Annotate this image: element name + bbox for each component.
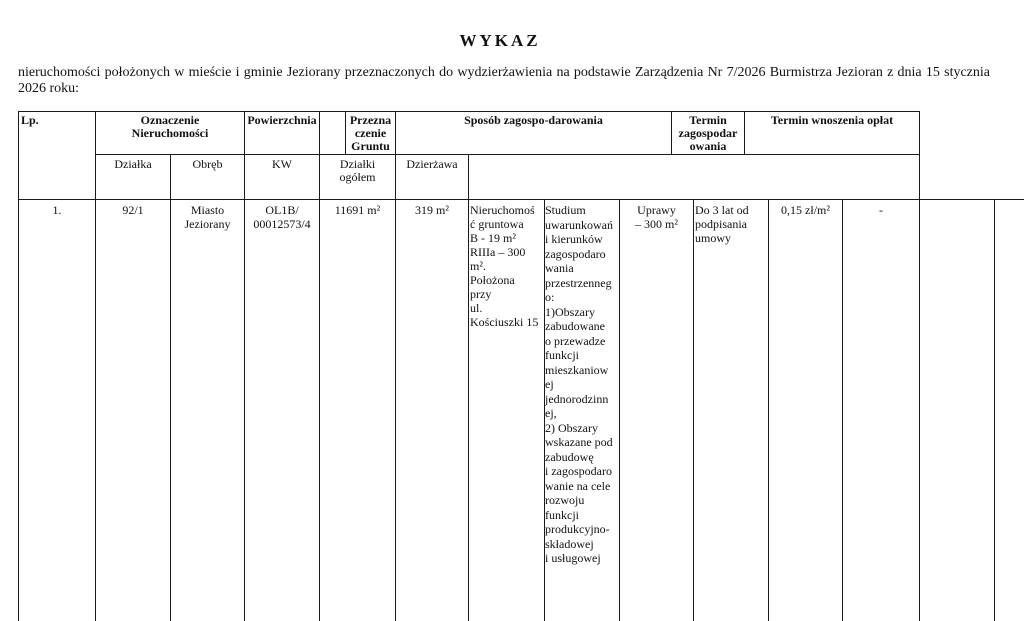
cell-studium: Studium uwarunkowań i kierunków zagospodaro wania przestrzenneg o: 1)Obszary zabudowane o przewadze funkcji mieszkaniow ej jednorodzinn ej, 2) Obszary wskazane pod zabudowę i zagospodaro wanie na cele rozwoju funkcji produkcyjno- składowej i usługowej [545,203,613,565]
header-termin-zagospodarowania: Termin zagospodar owania [678,113,738,153]
cell-dzierzawa: 319 m² [415,203,449,217]
col-divider-studium [619,199,620,621]
col-divider-lp [95,111,96,621]
col-divider-obreb [244,111,245,621]
col-divider-extra [994,199,995,621]
col-divider-uprawy [693,199,694,621]
subheader-kw: KW [272,157,292,171]
header-termin-oplat: Termin wnoszenia opłat [770,113,894,127]
table-border-left [18,111,19,621]
document-title: WYKAZ [459,31,541,50]
subheader-dzierzawa: Dzierżawa [406,157,458,171]
table-header-divider [95,154,920,155]
col-divider-kw [319,111,320,621]
header-powierzchnia: Powierzchnia [247,113,317,127]
cell-uwagi: - [879,203,883,217]
header-lp: Lp. [21,113,39,127]
col-divider-termin-body [768,199,769,621]
document-intro: nieruchomości położonych w mieście i gminie Jeziorany przeznaczonych do wydzierżawienia na podstawie Zarządzenia Nr 7/2026 Burmistrza Jezioran z dnia 15 stycznia 2026 roku: [18,65,990,96]
cell-opis: Nieruchomoś ć gruntowa B - 19 m² RIIIa – 300 m². Położona przy ul. Kościuszki 15 [470,203,539,329]
subheader-dzialka: Działka [114,157,152,171]
subheader-obreb: Obręb [192,157,223,171]
cell-obreb: Miasto Jeziorany [184,203,231,231]
cell-lp: 1. [52,203,62,217]
col-divider-przeznaczenie [395,111,396,621]
header-sposob: Sposób zagospo-darowania [464,113,603,127]
header-oznaczenie: Oznaczenie Nieruchomości [131,113,209,140]
header-przeznaczenie: Przezna czenie Gruntu [349,113,392,153]
table-header-bottom [18,199,1024,200]
cell-dzialka: 92/1 [122,203,144,217]
col-divider-dzierzawa [468,154,469,621]
cell-kw: OL1B/ 00012573/4 [253,203,311,231]
cell-dzialki-ogolem: 11691 m² [334,203,381,217]
cell-stawka: 0,15 zł/m² [781,203,830,217]
table-border-top [18,111,920,112]
col-divider-stawka [842,199,843,621]
subheader-dzialki-ogolem: Działki ogółem [339,157,376,184]
cell-termin: Do 3 lat od podpisania umowy [695,203,749,245]
cell-sposob: Uprawy – 300 m² [635,203,678,231]
table-border-right [919,111,920,621]
